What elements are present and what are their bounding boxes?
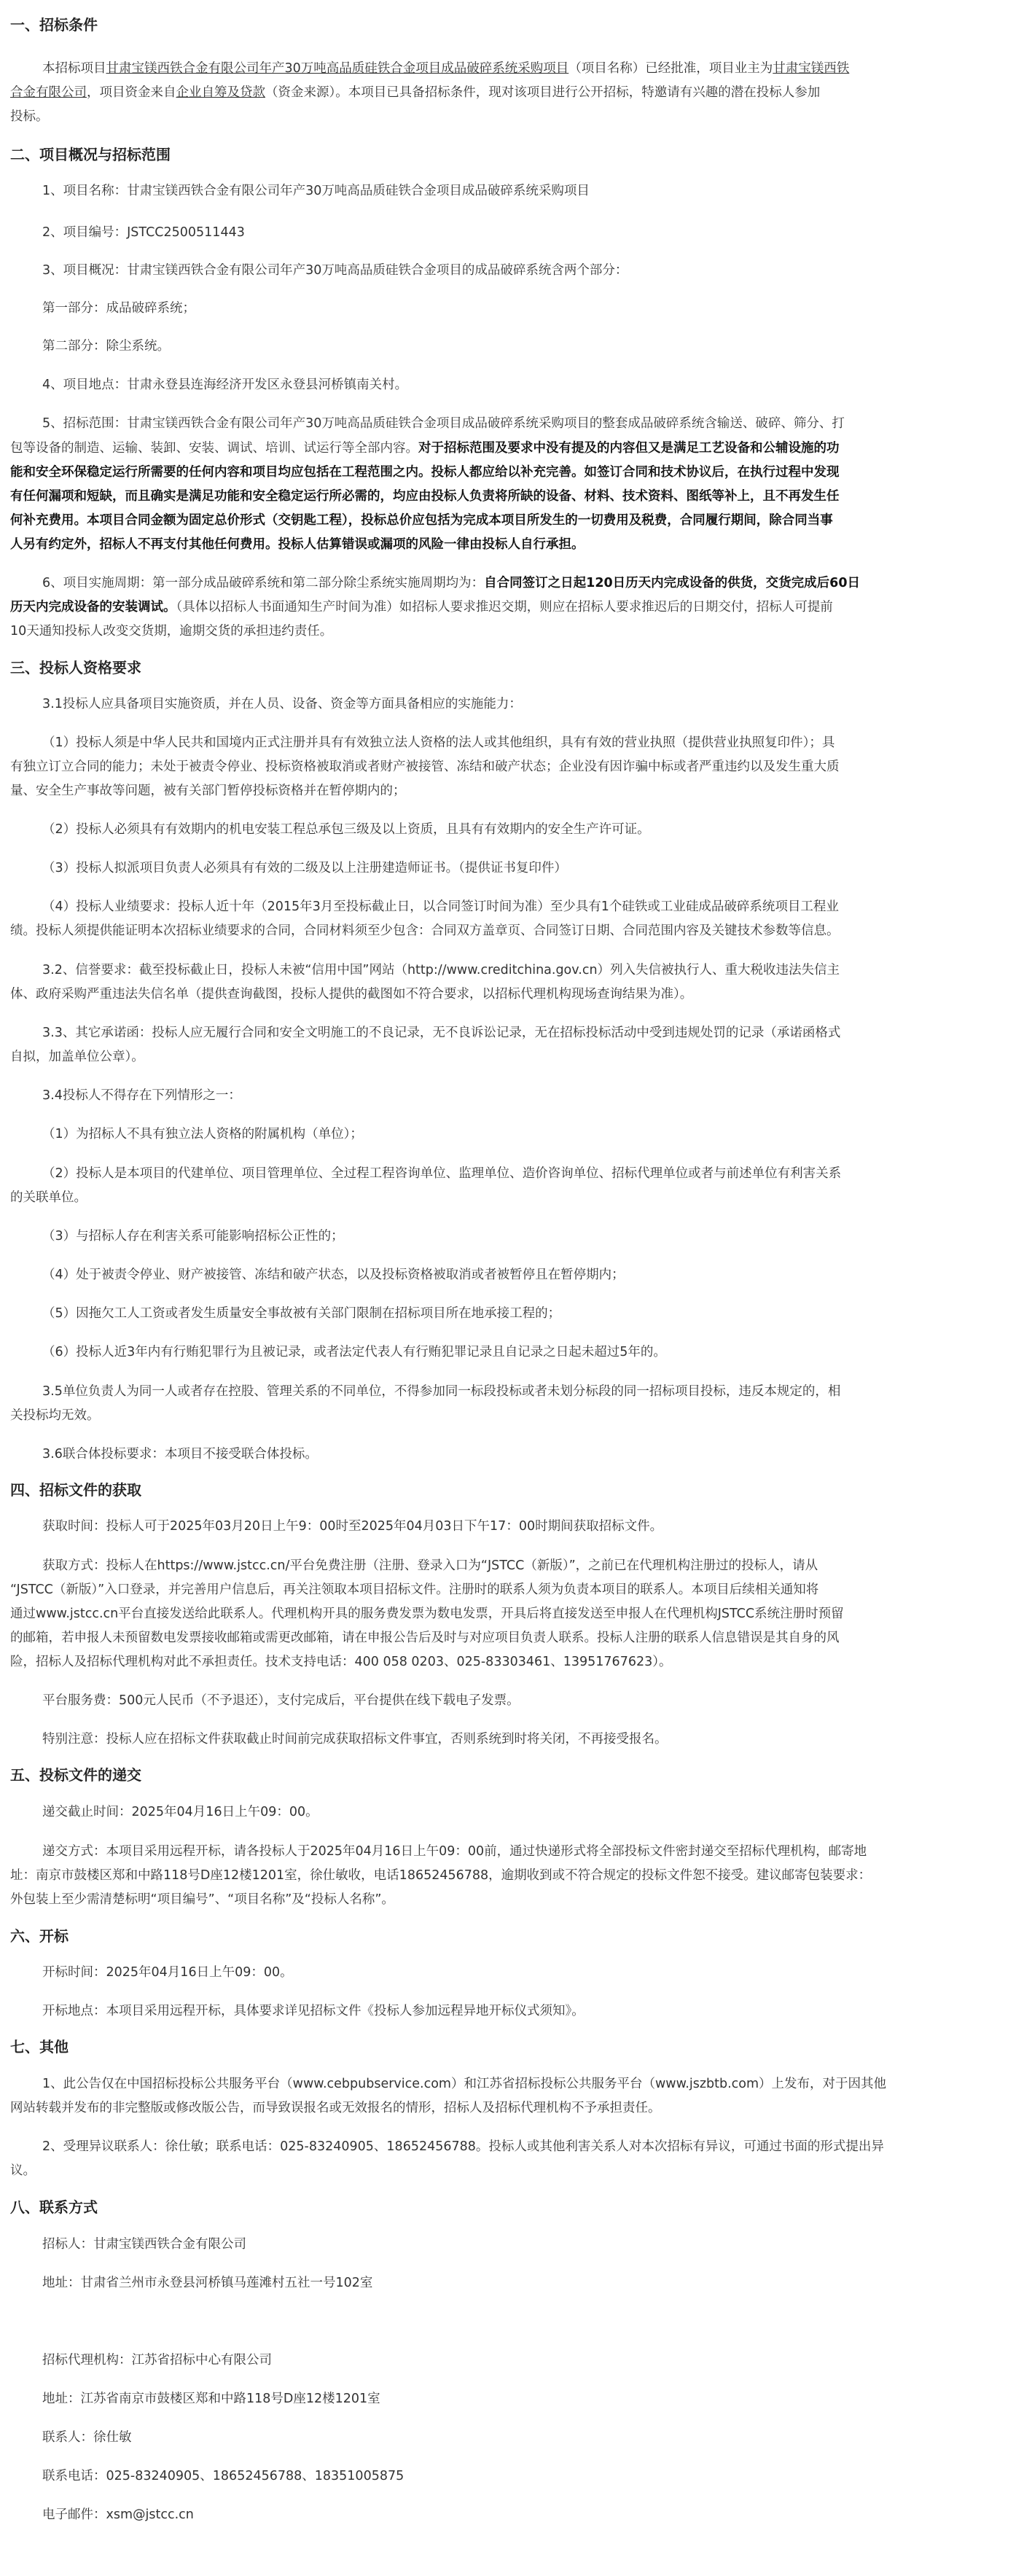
paragraph-line: 网站转载并发布的非完整版或修改版公告，而导致误报名或无效报名的情形，招标人及招标代理机构不予承担责任。: [10, 2101, 661, 2115]
bold-text: 自合同签订之日起120日历天内完成设备的供货，交货完成后60日: [484, 576, 861, 590]
contact-agency-address: 地址：江苏省南京市鼓楼区郑和中路118号D座12楼1201室: [42, 2392, 380, 2406]
exclusion-item: （3）与招标人存在利害关系可能影响招标公正性的；: [42, 1229, 344, 1244]
paragraph-line: 外包装上至少需清楚标明“项目编号”、“项目名称”及“投标人名称”。: [10, 1892, 394, 1907]
paragraph-line: 的关联单位。: [10, 1190, 87, 1205]
paragraph-line: [10, 437, 840, 461]
special-note: 特别注意：投标人应在招标文件获取截止时间前完成获取招标文件事宜，否则系统到时将关闭，不再接受报名。: [42, 1732, 668, 1746]
paragraph-line-bold: 何补充费用。本项目合同金额为固定总价形式（交钥匙工程），投标总价应包括为完成本项目所发生的一切费用及税费，合同履行期间，除合同当事: [10, 513, 833, 528]
platform-fee: 平台服务费：500元人民币（不予退还），支付完成后，平台提供在线下载电子发票。: [42, 1693, 520, 1708]
paragraph-line: 投标。: [10, 109, 49, 124]
paragraph-line: 通过www.jstcc.cn平台直接发送给此联系人。代理机构开具的服务费发票为数电发票，开具后将直接发送至申报人在代理机构JSTCC系统注册时预留: [10, 1607, 844, 1621]
paragraph-line: 的邮箱，若申报人未预留数电发票接收邮箱或需更改邮箱，请在申报公告后及时与对应项目负责人联系。投标人注册的联系人信息错误是其自身的风: [10, 1631, 840, 1645]
paragraph-line: （1）投标人须是中华人民共和国境内正式注册并具有有效独立法人资格的法人或其他组织，具有有效的营业执照（提供营业执照复印件）；具: [42, 735, 835, 750]
submission-deadline: 递交截止时间：2025年04月16日上午09：00。: [42, 1805, 318, 1819]
contact-tenderer: 招标人：甘肃宝镁西铁合金有限公司: [42, 2237, 246, 2252]
paragraph-line: [10, 81, 820, 105]
item-part-one: 第一部分：成品破碎系统；: [42, 301, 195, 316]
section-heading-contact: 八、联系方式: [10, 2198, 98, 2216]
paragraph-line: 3.3、其它承诺函：投标人应无履行合同和安全文明施工的不良记录，无不良诉讼记录，无在招标投标活动中受到违规处罚的记录（承诺函格式: [42, 1026, 841, 1040]
contact-person: 联系人：徐仕敏: [42, 2430, 132, 2445]
project-name-underlined: 甘肃宝镁西铁合金有限公司年产30万吨高品质硅铁合金项目成品破碎系统采购项目: [106, 61, 569, 76]
paragraph-line: 量、安全生产事故等问题，被有关部门暂停投标资格并在暂停期内的；: [10, 784, 406, 798]
bold-text: 历天内完成设备的安装调试。: [10, 600, 176, 614]
requirement-qualification-cert: （2）投标人必须具有有效期内的机电安装工程总承包三级及以上资质，且具有有效期内的安全生产许可证。: [42, 822, 650, 837]
section-heading-overview: 二、项目概况与招标范围: [10, 146, 171, 163]
exclusion-item: （6）投标人近3年内有行贿犯罪行为且被记录，或者法定代表人有行贿犯罪记录且自记录之日起未超过5年的。: [42, 1345, 666, 1359]
qualification-intro: 3.1投标人应具备项目实施资质，并在人员、设备、资金等方面具备相应的实施能力：: [42, 697, 522, 711]
bold-text: 对于招标范围及要求中没有提及的内容但又是满足工艺设备和公辅设施的功: [418, 441, 840, 456]
paragraph-line: （4）投标人业绩要求：投标人近十年（2015年3月至投标截止日，以合同签订时间为准）至少具有1个硅铁或工业硅成品破碎系统项目工程业: [42, 899, 839, 914]
paragraph-line: 3.5单位负责人为同一人或者存在控股、管理关系的不同单位，不得参加同一标段投标或者未划分标段的同一招标项目投标，违反本规定的，相: [42, 1384, 841, 1399]
paragraph-line: 5、招标范围：甘肃宝镁西铁合金有限公司年产30万吨高品质硅铁合金项目成品破碎系统采购项目的整套成品破碎系统含输送、破碎、筛分、打: [42, 416, 845, 431]
paragraph-line: 获取方式：投标人在https://www.jstcc.cn/平台免费注册（注册、登录入口为“JSTCC（新版）”，之前已在代理机构注册过的投标人，请从: [42, 1558, 818, 1573]
paragraph-line: 有独立订立合同的能力；未处于被责令停业、投标资格被取消或者财产被接管、冻结和破产状态；企业没有因诈骗中标或者严重违约以及发生重大质: [10, 760, 840, 774]
obtain-time: 获取时间：投标人可于2025年03月20日上午9：00时至2025年04月03日下午17：00时期间获取招标文件。: [42, 1519, 663, 1534]
paragraph-line: 1、此公告仅在中国招标投标公共服务平台（www.cebpubservice.com）和江苏省招标投标公共服务平台（www.jszbtb.com）上发布，对于因其他: [42, 2077, 887, 2091]
item-project-number: 2、项目编号：JSTCC2500511443: [42, 225, 245, 240]
section-heading-other: 七、其他: [10, 2038, 69, 2056]
text-fragment: 本招标项目: [42, 61, 106, 76]
text-fragment: （具体以招标人书面通知生产时间为准）如招标人要求推迟交期，则应在招标人要求推迟后的日期交付，招标人可提前: [176, 600, 833, 614]
section-heading-obtain-documents: 四、招标文件的获取: [10, 1481, 141, 1499]
paragraph-line: 自拟，加盖单位公章）。: [10, 1050, 144, 1064]
paragraph-line: 址：南京市鼓楼区郑和中路118号D座12楼1201室，徐仕敏收，电话18652456788，逾期收到或不符合规定的投标文件恕不接受。建议邮寄包装要求：: [10, 1868, 872, 1883]
contact-agency: 招标代理机构：江苏省招标中心有限公司: [42, 2353, 272, 2368]
fund-source-underlined: 企业自筹及贷款: [176, 85, 265, 100]
paragraph-line: [42, 57, 1012, 81]
contact-tenderer-address: 地址：甘肃省兰州市永登县河桥镇马莲滩村五社一号102室: [42, 2276, 373, 2290]
paragraph-line: 议。: [10, 2163, 36, 2178]
text-fragment: （项目名称）已经批准，项目业主为: [568, 61, 773, 76]
item-project-location: 4、项目地点：甘肃永登县连海经济开发区永登县河桥镇南关村。: [42, 378, 408, 392]
consortium-requirement: 3.6联合体投标要求：本项目不接受联合体投标。: [42, 1447, 318, 1461]
requirement-project-manager: （3）投标人拟派项目负责人必须具有有效的二级及以上注册建造师证书。（提供证书复印件）: [42, 861, 567, 875]
opening-place: 开标地点：本项目采用远程开标，具体要求详见招标文件《投标人参加远程异地开标仪式须知》。: [42, 2004, 585, 2018]
contact-email: 电子邮件：xsm@jstcc.cn: [42, 2507, 194, 2522]
paragraph-line: “JSTCC（新版）”入口登录，并完善用户信息后，再关注领取本项目招标文件。注册时的联系人须为负责本项目的联系人。本项目后续相关通知将: [10, 1582, 819, 1597]
opening-time: 开标时间：2025年04月16日上午09：00。: [42, 1965, 293, 1980]
text-fragment: 6、项目实施周期：第一部分成品破碎系统和第二部分除尘系统实施周期均为：: [42, 576, 485, 590]
paragraph-line-bold: 人另有约定外，招标人不再支付其他任何费用。投标人估算错误或漏项的风险一律由投标人自行承担。: [10, 537, 585, 552]
paragraph-line: 10天通知投标人改变交货期，逾期交货的承担违约责任。: [10, 624, 333, 639]
section-heading-qualification: 三、投标人资格要求: [10, 659, 141, 676]
paragraph-line: 关投标均无效。: [10, 1408, 100, 1423]
exclusion-item: （5）因拖欠工人工资或者发生质量安全事故被有关部门限制在招标项目所在地承接工程的；: [42, 1306, 561, 1321]
section-heading-opening: 六、开标: [10, 1927, 69, 1945]
item-part-two: 第二部分：除尘系统。: [42, 339, 170, 354]
text-fragment: 包等设备的制造、运输、装卸、安装、调试、培训、试运行等全部内容。: [10, 441, 418, 456]
owner-name-underlined: 合金有限公司: [10, 85, 87, 100]
paragraph-line: [42, 571, 860, 596]
paragraph-line-bold: 有任何漏项和短缺，而且确实是满足功能和安全稳定运行所必需的，均应由投标人负责将所缺的设备、材料、技术资料、图纸等补上，且不再发生任: [10, 489, 840, 504]
contact-phone: 联系电话：025-83240905、18652456788、18351005875: [42, 2469, 404, 2483]
paragraph-line: 递交方式：本项目采用远程开标，请各投标人于2025年04月16日上午09：00前，通过快递形式将全部投标文件密封递交至招标代理机构，邮寄地: [42, 1844, 867, 1859]
paragraph-line: [10, 596, 833, 620]
exclusion-item: （4）处于被责令停业、财产被接管、冻结和破产状态，以及投标资格被取消或者被暂停且在暂停期内；: [42, 1268, 625, 1282]
section-heading-tender-conditions: 一、招标条件: [10, 16, 98, 34]
paragraph-line-bold: 能和安全环保稳定运行所需要的任何内容和项目均应包括在工程范围之内。投标人都应给以补充完善。如签订合同和技术协议后，在执行过程中发现: [10, 465, 840, 480]
text-fragment: （资金来源）。本项目已具备招标条件，现对该项目进行公开招标，特邀请有兴趣的潜在投标人参加: [265, 85, 821, 100]
text-fragment: ，项目资金来自: [87, 85, 176, 100]
paragraph-line: 绩。投标人须提供能证明本次招标业绩要求的合同，合同材料须至少包含：合同双方盖章页、合同签订日期、合同范围内容及关键技术参数等信息。: [10, 924, 840, 938]
exclusion-item: （1）为招标人不具有独立法人资格的附属机构（单位）；: [42, 1127, 363, 1141]
paragraph-line: 体、政府采购严重违法失信名单（提供查询截图，投标人提供的截图如不符合要求，以招标代理机构现场查询结果为准）。: [10, 987, 693, 1002]
exclusions-intro: 3.4投标人不得存在下列情形之一：: [42, 1088, 241, 1103]
paragraph-line: （2）投标人是本项目的代建单位、项目管理单位、全过程工程咨询单位、监理单位、造价咨询单位、招标代理单位或者与前述单位有利害关系: [42, 1166, 842, 1181]
item-project-name: 1、项目名称：甘肃宝镁西铁合金有限公司年产30万吨高品质硅铁合金项目成品破碎系统采购项目: [42, 184, 590, 198]
owner-name-underlined: 甘肃宝镁西铁: [773, 61, 850, 76]
paragraph-line: 3.2、信誉要求：截至投标截止日，投标人未被“信用中国”网站（http://www.creditchina.gov.cn）列入失信被执行人、重大税收违法失信主: [42, 963, 840, 977]
section-heading-submission: 五、投标文件的递交: [10, 1766, 141, 1784]
item-project-overview: 3、项目概况：甘肃宝镁西铁合金有限公司年产30万吨高品质硅铁合金项目的成品破碎系统含两个部分：: [42, 263, 628, 278]
paragraph-line: 2、受理异议联系人：徐仕敏；联系电话：025-83240905、18652456788。投标人或其他利害关系人对本次招标有异议，可通过书面的形式提出异: [42, 2139, 884, 2154]
paragraph-line: 险，招标人及招标代理机构对此不承担责任。技术支持电话：400 058 0203、025-83303461、13951767623）。: [10, 1655, 672, 1669]
